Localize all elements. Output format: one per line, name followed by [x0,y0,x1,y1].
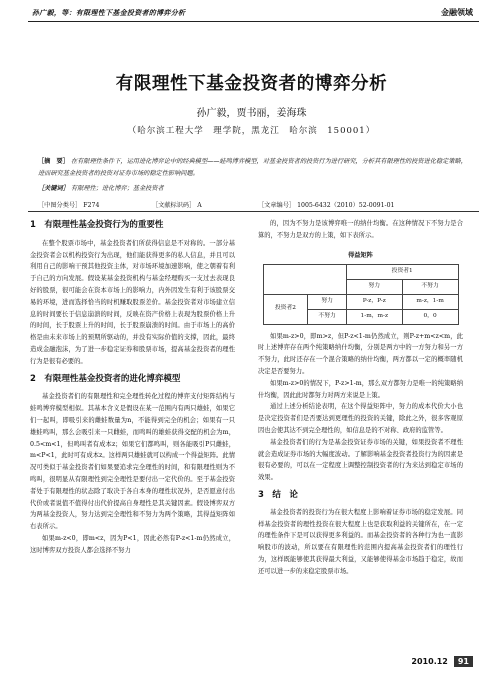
document-code: ［文献标识码］ A [152,202,202,209]
table-row-no-effort: 不努力 [308,309,347,324]
left-column [30,218,235,557]
abstract [38,156,473,179]
section-2-paragraph-2: 如果m-z<0，即m<z，因为P<1，因此必然有P-z<1-m仍然成立，这时博弈双方投资人都会选择不努力 [30,534,235,554]
conclusion-paragraph: 基金投资者的投资行为在很大程度上影响着证券市场的稳定发展。同样基金投资者的理性投资在很大程度上也是获取利益的关键所在，在一定的理性条件下是可以获得更多利益的。而基金投资者的各种行为也一直影响股市的波动，所以要在有限理性的范围内提高基金投资者们的理性行为，这样既能够使其获得最大利益，又能够使得基金市场趋于稳定，故而还可以进一步的来稳定股票市场。 [258,508,463,575]
article-number: ［文章编号］ 1005-6432（2010）52-0091-01 [258,202,395,209]
right-paragraph-top: 的，因为不努力是该博弈唯一的纳什均衡。在这种情况下不努力是合算的，不努力是双方的上策，如下表所示。 [258,220,463,239]
right-paragraph: 如果m-z>0的情况下，P-z>1-m，那么双方都努力是唯一的纯策略纳什均衡，因此此时都努力对两方来说是上策。 [258,379,463,399]
section-1-paragraph: 在整个股票市场中，基金投资者们所获得信息是不对称的。一部分基金投资者会以机构投资行为出现，他们能获得更多的私人信息，并且可以利用自己的影响干预其他投资主体，对市场环境加速影响，使之朝着有利于自己的方向发展。假设某基金投资机构与基金经理购买一支过去表现良好的股票，很可能会在资本市场上的影响力，内外因发生有利于该股票交易的环境，进而选择恰当的时机赚取股票差价。基金投资者对市场建立信息的时间要长于信息崩溃的时间，反映在资产价格上表现为股票价格上升的时间，长于股票上升的时间，长于股票崩溃的时间。由于市场上的高价格是由未来市场上的预期所驱动的，并没有实际价值的支撑，因此，最终造成金融泡沫，为了进一步稳定证券和股票市场，提高基金投资者的理性行为是很有必要的。 [30,239,235,365]
abstract-label: ［摘 要］ [38,158,69,165]
table-title: 得益矩阵 [348,251,373,259]
section-name: 金融领域 [441,8,473,17]
table-cell: 0，0 [402,309,458,324]
section-3-heading: 3 结 论 [258,489,298,500]
section-2-paragraph: 基金投资者们的有限理性和完全理性转化过程的博弈支付矩阵结构与蛙鸣博弈模型相似。其基本含义是假设在某一范围内有两只雄蛙，如果它们一起叫，即吸引来的雌蛙数量为n，不能得到完全的机会；如果有一只雄蛙鸣叫，那么会吸引来一只雌蛙，而鸣叫的雄蛙获得交配的机会为m，0.5<m<1，但鸣叫者有成本z；如果它们都鸣叫，则各能吸引P只雌蛙，m<P<1，此时可有成本z。这样两只雄蛙就可以构成一个得益矩阵。此情况可类似于基金投资者们如果要追求完全理性的时间，和有限理性则为不鸣叫，很明显从有限理性到完全理性是要付出一定代价的。至于基金投资者处于有限理性的状态除了取决于各自本身的理性状况外，是否愿意付出代价或者说值不值得付出代价提高自身理性是其关键因素。假设博弈双方为两基金投资人，努力达到完全理性和不努力为两个策略，其得益矩阵如右表所示。 [30,393,235,531]
right-paragraph: 通过上述分析结论表明，在这个得益矩阵中，努力的成本代价大小也是决定投资者们是否要达到更理性的投资的关键，除此之外，很多客观原因也会使其达不到完全理性的，如信息是的不对称、政府的监管等。 [258,403,463,434]
header-rule [28,21,479,22]
table-col-no-effort: 不努力 [402,280,458,295]
abstract-text: 在有限理性条件下，运用进化博弈论中的经典模型——蛙鸣博弈模型，对基金投资者的投资行为进行研究，分析其有限理性的投资进化稳定策略，进而研究基金投资者的投资对证券市场的稳定性影响问题。 [38,158,467,177]
keywords [38,183,164,192]
table-cell: P-z，P-z [346,294,402,309]
issue-date: 2010.12 [411,657,448,666]
keywords-label: ［关键词］ [38,185,69,192]
clc-number: ［中图分类号］ F274 [38,202,100,209]
running-title: 孙广毅，等：有限理性下基金投资者的博弈分析 [32,8,186,17]
article-title: 有限理性下基金投资者的博弈分析 [115,74,388,94]
table-col-header: 投资者1 [346,265,458,280]
section-2-heading: 2 有限理性基金投资者的进化博弈模型 [30,373,181,384]
table-row-header: 投资者2 [263,294,308,324]
article-affiliation: （哈尔滨工程大学 理学院，黑龙江 哈尔滨 150001） [127,126,376,136]
right-paragraph: 如果m-z>0，即m>z，但P-z<1-m仍然成立，则P-z+m<z<m，此时上述博弈存在两个纯策略纳什均衡，分别是两方中的一方努力和另一方不努力，此时还存在一个混合策略的纳什均衡，两方都以一定的概率随机决定是否要努力。 [258,332,463,375]
footer [411,656,473,667]
table-corner [263,265,346,295]
section-1-heading: 1 有限理性基金投资行为的重要性 [30,220,164,230]
table-col-effort: 努力 [346,280,402,295]
page-number: 91 [454,656,473,667]
payoff-table [263,264,459,324]
table-cell: m-z，1-m [402,294,458,309]
meta-rule [28,211,479,212]
article-authors: 孙广毅，贾书丽，姜海珠 [196,108,307,119]
table-cell: 1-m，m-z [346,309,402,324]
table-row-effort: 努力 [308,294,347,309]
keywords-text: 有限理性；进化博弈；基金投资者 [70,185,164,192]
right-column [258,218,463,578]
right-paragraph: 基金投资者们的行为是基金投资证券市场的关键，如果投资者不理性就会造成证券市场的大幅度波动。了解影响基金投资者投资行为的因素是很有必要的，可以在一定程度上调整控制投资者的行为来达到稳定市场的效果。 [258,438,463,482]
